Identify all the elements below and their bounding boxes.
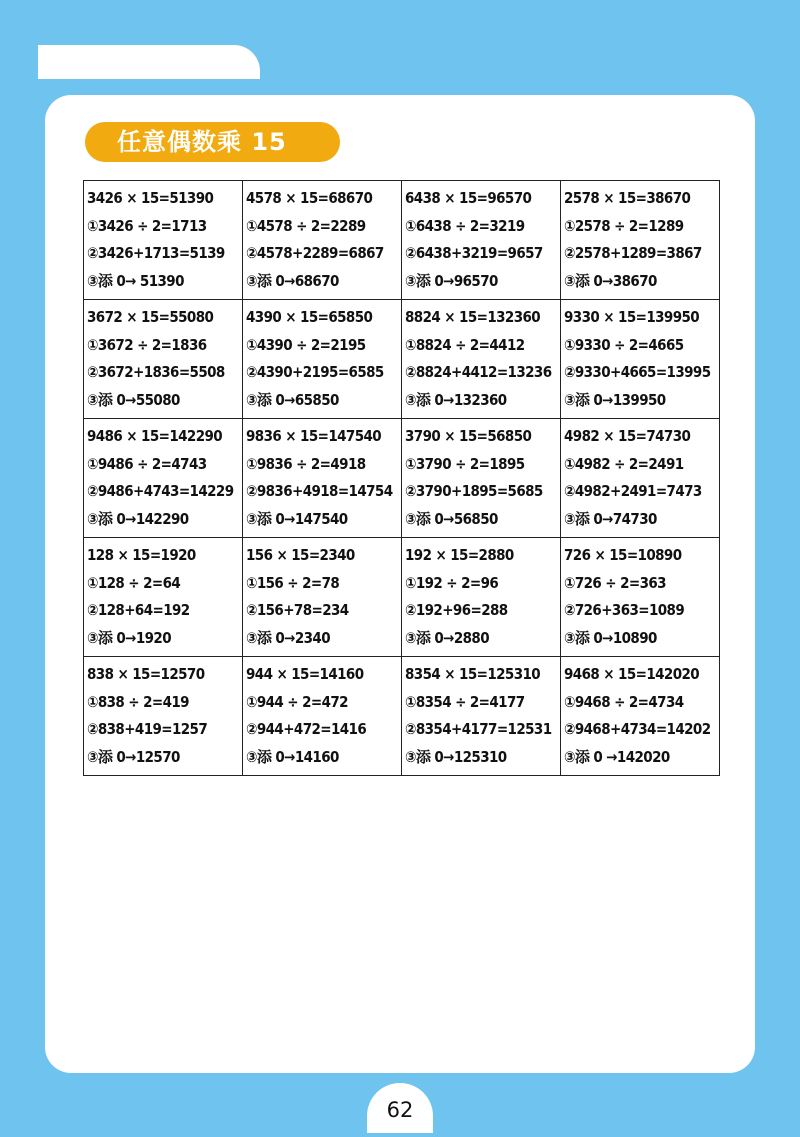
equation-line: 3672 × 15=55080 — [87, 308, 214, 326]
step2-line: ②156+78=234 — [246, 601, 349, 619]
step2-line: ②944+472=1416 — [246, 720, 367, 738]
calculation-cell — [84, 538, 243, 657]
grid-row — [84, 538, 720, 657]
step1-line: ①9486 ÷ 2=4743 — [87, 454, 207, 473]
step2-line: ②2578+1289=3867 — [564, 244, 702, 262]
step1-line: ①8354 ÷ 2=4177 — [405, 692, 525, 711]
equation-line: 9486 × 15=142290 — [87, 427, 223, 445]
step2-line: ②4390+2195=6585 — [246, 363, 384, 381]
equation-line: 838 × 15=12570 — [87, 665, 205, 683]
step3-line: ③添 0→139950 — [564, 390, 666, 409]
step1-line: ①4982 ÷ 2=2491 — [564, 454, 684, 473]
calculation-cell — [84, 181, 243, 300]
equation-line: 726 × 15=10890 — [564, 546, 682, 564]
step3-line: ③添 0→1920 — [87, 628, 171, 647]
calculation-cell — [243, 657, 402, 776]
equation-line: 3426 × 15=51390 — [87, 189, 214, 207]
step3-line: ③添 0→2340 — [246, 628, 330, 647]
top-tab-decoration — [38, 45, 260, 79]
grid-row — [84, 419, 720, 538]
step3-line: ③添 0 →142020 — [564, 747, 670, 766]
equation-line: 9836 × 15=147540 — [246, 427, 382, 445]
step1-line: ①6438 ÷ 2=3219 — [405, 216, 525, 235]
step2-line: ②9486+4743=14229 — [87, 482, 234, 500]
step3-line: ③添 0→142290 — [87, 509, 189, 528]
step2-line: ②9330+4665=13995 — [564, 363, 711, 381]
step3-line: ③添 0→132360 — [405, 390, 507, 409]
step2-line: ②8824+4412=13236 — [405, 363, 552, 381]
equation-line: 8824 × 15=132360 — [405, 308, 541, 326]
step2-line: ②4578+2289=6867 — [246, 244, 384, 262]
step2-line: ②3790+1895=5685 — [405, 482, 543, 500]
step1-line: ①4578 ÷ 2=2289 — [246, 216, 366, 235]
step1-line: ①9836 ÷ 2=4918 — [246, 454, 366, 473]
calculation-cell — [243, 419, 402, 538]
calculation-cell — [243, 300, 402, 419]
step2-line: ②8354+4177=12531 — [405, 720, 552, 738]
step1-line: ①4390 ÷ 2=2195 — [246, 335, 366, 354]
step3-line: ③添 0→147540 — [246, 509, 348, 528]
step3-line: ③添 0→68670 — [246, 271, 339, 290]
step3-line: ③添 0→96570 — [405, 271, 498, 290]
equation-line: 9330 × 15=139950 — [564, 308, 700, 326]
page-title: 任意偶数乘 15 — [85, 122, 340, 162]
grid-row — [84, 181, 720, 300]
step1-line: ①726 ÷ 2=363 — [564, 573, 666, 592]
equation-line: 128 × 15=1920 — [87, 546, 196, 564]
step1-line: ①3790 ÷ 2=1895 — [405, 454, 525, 473]
equation-line: 192 × 15=2880 — [405, 546, 514, 564]
equation-line: 6438 × 15=96570 — [405, 189, 532, 207]
calculation-cell — [84, 657, 243, 776]
calculation-cell — [561, 657, 720, 776]
step1-line: ①944 ÷ 2=472 — [246, 692, 348, 711]
step1-line: ①3672 ÷ 2=1836 — [87, 335, 207, 354]
step3-line: ③添 0→56850 — [405, 509, 498, 528]
equation-line: 3790 × 15=56850 — [405, 427, 532, 445]
step2-line: ②6438+3219=9657 — [405, 244, 543, 262]
calculation-cell — [561, 538, 720, 657]
page-number: 62 — [367, 1083, 433, 1133]
calculation-cell — [402, 538, 561, 657]
step3-line: ③添 0→38670 — [564, 271, 657, 290]
step1-line: ①156 ÷ 2=78 — [246, 573, 340, 592]
step1-line: ①2578 ÷ 2=1289 — [564, 216, 684, 235]
step3-line: ③添 0→55080 — [87, 390, 180, 409]
step1-line: ①8824 ÷ 2=4412 — [405, 335, 525, 354]
step2-line: ②3426+1713=5139 — [87, 244, 225, 262]
calculation-cell — [402, 300, 561, 419]
calculation-cell — [402, 657, 561, 776]
step1-line: ①9468 ÷ 2=4734 — [564, 692, 684, 711]
equation-line: 9468 × 15=142020 — [564, 665, 700, 683]
step2-line: ②838+419=1257 — [87, 720, 208, 738]
step3-line: ③添 0→65850 — [246, 390, 339, 409]
step3-line: ③添 0→2880 — [405, 628, 489, 647]
calculation-cell — [84, 300, 243, 419]
step3-line: ③添 0→12570 — [87, 747, 180, 766]
equation-line: 4578 × 15=68670 — [246, 189, 373, 207]
calculation-cell — [561, 300, 720, 419]
step1-line: ①9330 ÷ 2=4665 — [564, 335, 684, 354]
step1-line: ①838 ÷ 2=419 — [87, 692, 189, 711]
step3-line: ③添 0→125310 — [405, 747, 507, 766]
calculation-cell — [243, 181, 402, 300]
step2-line: ②128+64=192 — [87, 601, 190, 619]
calculation-cell — [84, 419, 243, 538]
equation-line: 4390 × 15=65850 — [246, 308, 373, 326]
step2-line: ②192+96=288 — [405, 601, 508, 619]
step3-line: ③添 0→74730 — [564, 509, 657, 528]
step2-line: ②726+363=1089 — [564, 601, 685, 619]
equation-line: 2578 × 15=38670 — [564, 189, 691, 207]
step1-line: ①3426 ÷ 2=1713 — [87, 216, 207, 235]
step2-line: ②4982+2491=7473 — [564, 482, 702, 500]
step3-line: ③添 0→14160 — [246, 747, 339, 766]
step3-line: ③添 0→ 51390 — [87, 271, 184, 290]
calculation-cell — [561, 419, 720, 538]
calculation-cell — [561, 181, 720, 300]
step3-line: ③添 0→10890 — [564, 628, 657, 647]
step2-line: ②9836+4918=14754 — [246, 482, 393, 500]
grid-row — [84, 657, 720, 776]
calculation-cell — [402, 181, 561, 300]
step2-line: ②3672+1836=5508 — [87, 363, 225, 381]
step1-line: ①192 ÷ 2=96 — [405, 573, 499, 592]
calculation-cell — [243, 538, 402, 657]
step2-line: ②9468+4734=14202 — [564, 720, 711, 738]
calculation-grid — [83, 180, 720, 776]
equation-line: 4982 × 15=74730 — [564, 427, 691, 445]
equation-line: 8354 × 15=125310 — [405, 665, 541, 683]
calculation-cell — [402, 419, 561, 538]
grid-row — [84, 300, 720, 419]
equation-line: 944 × 15=14160 — [246, 665, 364, 683]
equation-line: 156 × 15=2340 — [246, 546, 355, 564]
worksheet-page — [45, 95, 755, 1073]
step1-line: ①128 ÷ 2=64 — [87, 573, 181, 592]
